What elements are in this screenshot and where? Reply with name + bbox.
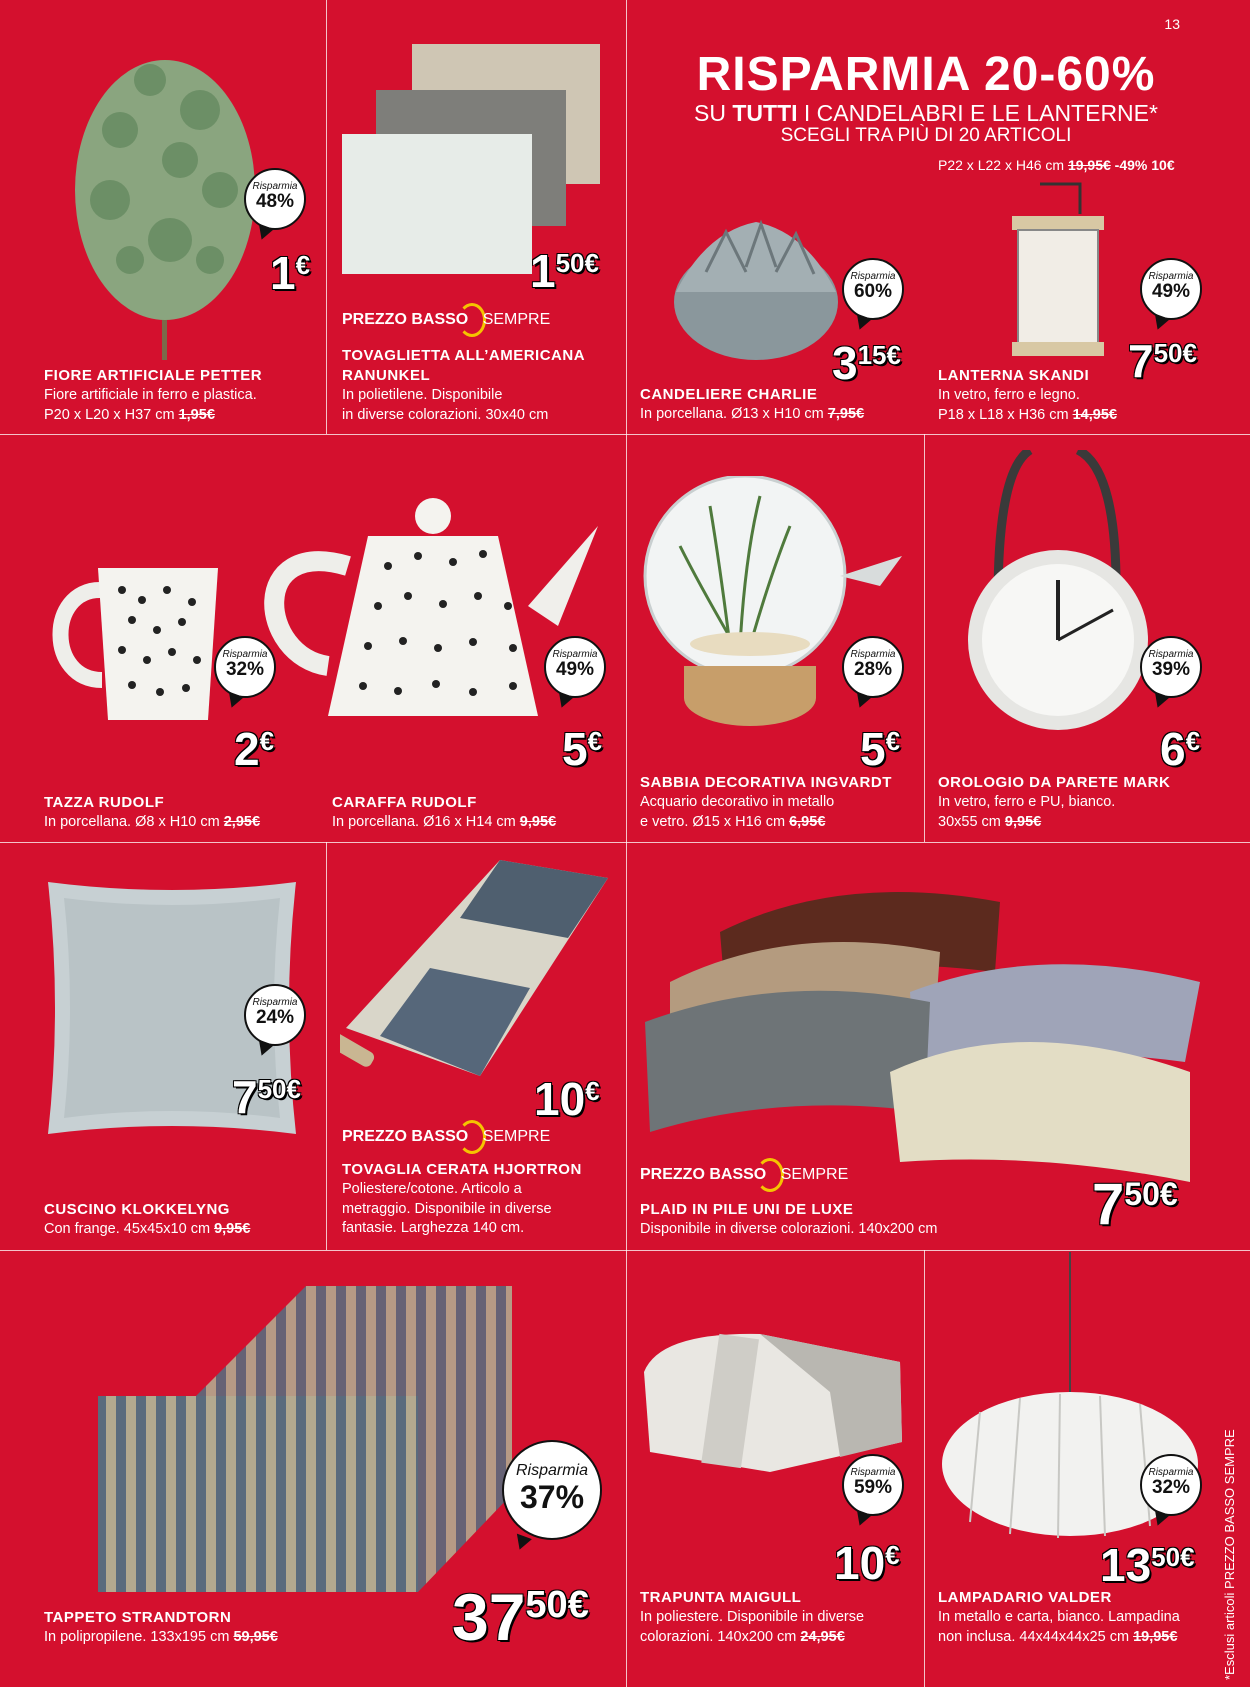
product-spec: Disponibile in diverse colorazioni. 140x200 cm <box>640 1221 938 1237</box>
promo-subline-2: SCEGLI TRA PIÙ DI 20 ARTICOLI <box>780 125 1072 146</box>
product-desc: In poliestere. Disponibile in diverse <box>640 1609 865 1625</box>
product-info <box>342 1160 624 1239</box>
discount-badge: Risparmia 37% <box>502 1440 602 1540</box>
divider <box>626 0 627 1687</box>
product-spec: fantasie. Larghezza 140 cm. <box>342 1220 525 1236</box>
prezzo-basso-logo: PREZZO BASSO SEMPRE <box>342 303 550 337</box>
promo-header <box>626 50 1226 146</box>
product-spec: In porcellana. Ø16 x H14 cm 9,95€ <box>332 814 557 830</box>
product-spec: 30x55 cm 9,95€ <box>938 813 1042 830</box>
product-price: 1350€ <box>1100 1539 1195 1591</box>
product-price: 2€ <box>234 723 275 775</box>
divider <box>0 1250 1250 1251</box>
product-title: TRAPUNTA MAIGULL <box>640 1589 802 1606</box>
discount-badge: Risparmia 49% <box>544 636 606 698</box>
promo-headline: RISPARMIA 20-60% <box>696 48 1156 101</box>
page-number: 13 <box>1164 16 1180 32</box>
product-price: 10€ <box>534 1073 600 1125</box>
product-title: CARAFFA RUDOLF <box>332 794 477 811</box>
divider <box>326 0 327 434</box>
product-title: TAPPETO STRANDTORN <box>44 1609 232 1626</box>
discount-badge: Risparmia 32% <box>214 636 276 698</box>
discount-badge: Risparmia 60% <box>842 258 904 320</box>
product-title: TOVAGLIETTA ALL’AMERICANA <box>342 347 586 364</box>
product-title: SABBIA DECORATIVA INGVARDT <box>640 774 892 791</box>
product-title: CUSCINO KLOKKELYNG <box>44 1201 230 1218</box>
prezzo-basso-logo: PREZZO BASSO SEMPRE <box>640 1158 848 1192</box>
product-title: PLAID IN PILE UNI DE LUXE <box>640 1201 854 1218</box>
discount-badge: Risparmia 48% <box>244 168 306 230</box>
product-spec: non inclusa. 44x44x44x25 cm 19,95€ <box>938 1628 1178 1645</box>
product-price: 3750€ <box>452 1580 589 1654</box>
discount-badge: Risparmia 59% <box>842 1454 904 1516</box>
product-desc: In vetro, ferro e legno. <box>938 387 1080 403</box>
product-spec: e vetro. Ø15 x H16 cm 6,95€ <box>640 813 826 830</box>
promo-spec: P22 x L22 x H46 cm 19,95€ -49% 10€ <box>938 157 1175 173</box>
product-spec: P20 x L20 x H37 cm 1,95€ <box>44 406 215 423</box>
product-info <box>938 366 1218 425</box>
product-spec: In porcellana. Ø8 x H10 cm 2,95€ <box>44 814 261 830</box>
product-title: TOVAGLIA CERATA HJORTRON <box>342 1161 582 1178</box>
product-info <box>44 793 324 833</box>
product-info <box>44 1200 324 1240</box>
product-info <box>640 1588 925 1647</box>
mug-image <box>42 560 232 730</box>
product-spec: in diverse colorazioni. 30x40 cm <box>342 406 549 423</box>
product-desc: Fiore artificiale in ferro e plastica. <box>44 387 257 403</box>
product-spec: P18 x L18 x H36 cm 14,95€ <box>938 406 1117 423</box>
product-price: 750€ <box>1128 335 1197 387</box>
product-title: CANDELIERE CHARLIE <box>640 386 818 403</box>
product-info <box>640 773 920 832</box>
divider <box>0 842 1250 843</box>
product-price: 5€ <box>860 723 901 775</box>
product-price: 6€ <box>1160 723 1201 775</box>
product-title-2: RANUNKEL <box>342 367 431 384</box>
product-info <box>938 773 1218 832</box>
product-price: 10€ <box>834 1537 900 1589</box>
promo-subline: SU TUTTI I CANDELABRI E LE LANTERNE* <box>694 100 1158 126</box>
product-info <box>44 1608 344 1648</box>
product-price: 150€ <box>530 245 599 297</box>
discount-badge: Risparmia 49% <box>1140 258 1202 320</box>
product-info <box>332 793 622 833</box>
rug-image <box>96 1284 516 1594</box>
lantern-image <box>1010 182 1110 362</box>
product-spec: In polipropilene. 133x195 cm 59,95€ <box>44 1629 278 1645</box>
product-info <box>640 385 920 425</box>
product-title: TAZZA RUDOLF <box>44 794 165 811</box>
clock-image <box>968 450 1148 750</box>
product-title: OROLOGIO DA PARETE MARK <box>938 774 1171 791</box>
product-price: 1€ <box>270 247 311 299</box>
side-note: *Esclusi articoli PREZZO BASSO SEMPRE <box>1222 1429 1237 1680</box>
divider <box>326 842 327 1250</box>
product-title: LANTERNA SKANDI <box>938 367 1090 384</box>
product-title: LAMPADARIO VALDER <box>938 1589 1112 1606</box>
product-info <box>342 346 622 425</box>
product-spec: In porcellana. Ø13 x H10 cm 7,95€ <box>640 406 865 422</box>
product-desc-2: metraggio. Disponibile in diverse <box>342 1200 552 1217</box>
product-title: FIORE ARTIFICIALE PETTER <box>44 367 263 384</box>
product-info <box>44 366 324 425</box>
product-desc: Acquario decorativo in metallo <box>640 794 835 810</box>
product-price: 5€ <box>562 723 603 775</box>
product-spec: Con frange. 45x45x10 cm 9,95€ <box>44 1221 251 1237</box>
product-price: 315€ <box>832 337 901 389</box>
product-desc: Poliestere/cotone. Articolo a <box>342 1181 522 1197</box>
discount-badge: Risparmia 39% <box>1140 636 1202 698</box>
product-desc: In vetro, ferro e PU, bianco. <box>938 794 1116 810</box>
prezzo-basso-logo: PREZZO BASSO SEMPRE <box>342 1120 550 1154</box>
product-desc: In polietilene. Disponibile <box>342 387 503 403</box>
product-price: 750€ <box>1092 1172 1178 1237</box>
product-info <box>938 1588 1218 1647</box>
discount-badge: Risparmia 24% <box>244 984 306 1046</box>
candle-holder-image <box>666 212 846 362</box>
product-price: 750€ <box>232 1071 301 1123</box>
product-desc: In metallo e carta, bianco. Lampadina <box>938 1609 1180 1625</box>
tablecloth-image <box>340 858 610 1078</box>
product-spec: colorazioni. 140x200 cm 24,95€ <box>640 1628 845 1645</box>
placemat-image <box>340 42 610 282</box>
divider <box>924 434 925 842</box>
divider <box>0 434 1250 435</box>
discount-badge: Risparmia 32% <box>1140 1454 1202 1516</box>
discount-badge: Risparmia 28% <box>842 636 904 698</box>
product-info <box>640 1200 1080 1240</box>
